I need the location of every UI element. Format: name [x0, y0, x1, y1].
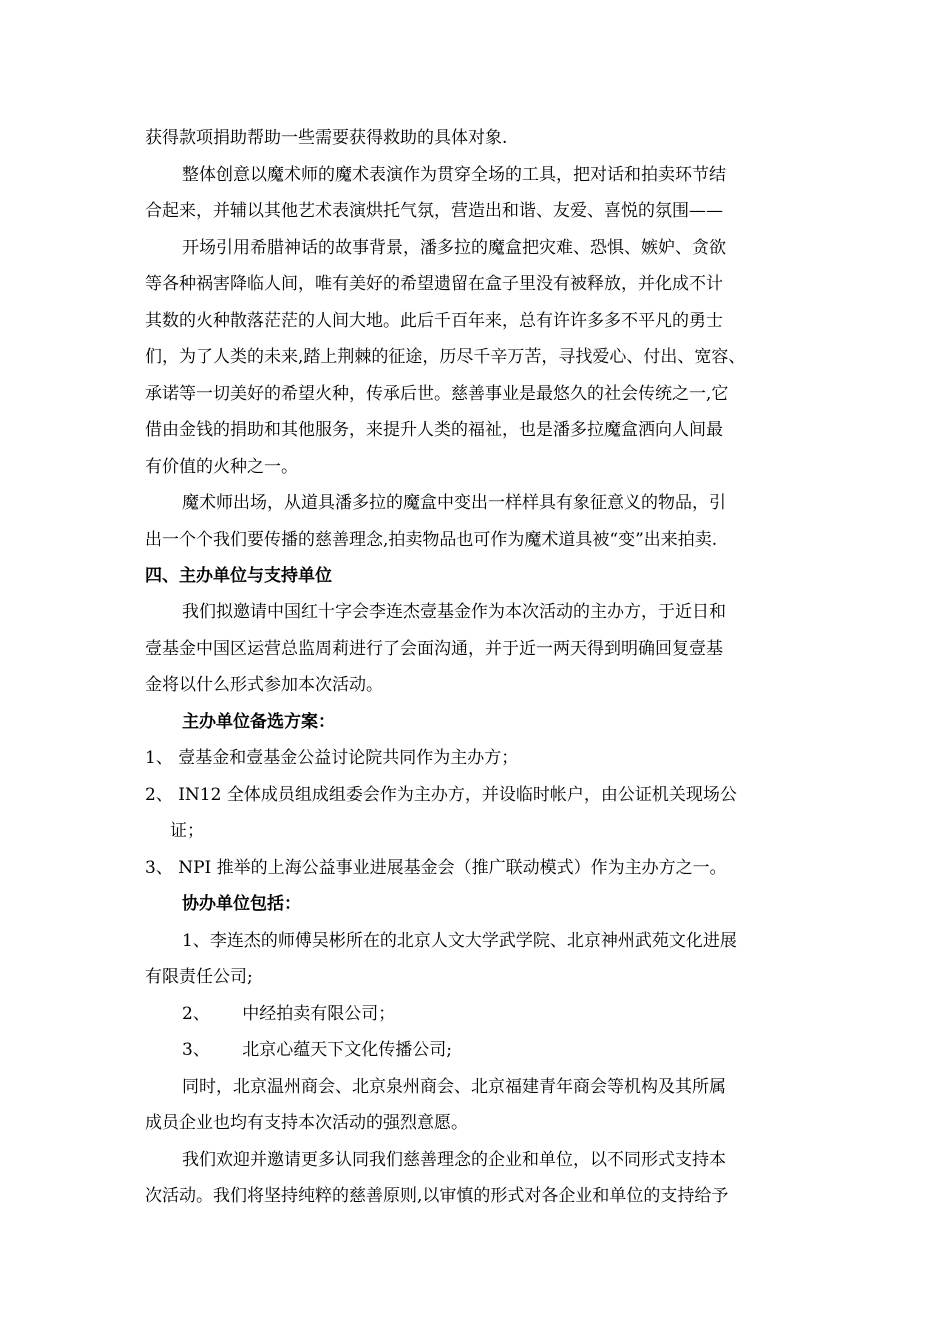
paragraph-line: 等各种祸害降临人间，唯有美好的希望遗留在盒子里没有被释放，并化成不计	[145, 274, 723, 294]
paragraph-line: 魔术师出场，从道具潘多拉的魔盒中变出一样样具有象征意义的物品，引	[182, 493, 726, 513]
paragraph-line: 承诺等一切美好的希望火种，传承后世。慈善事业是最悠久的社会传统之一,它	[145, 384, 729, 404]
paragraph-line: 同时，北京温州商会、北京泉州商会、北京福建青年商会等机构及其所属	[182, 1077, 726, 1097]
paragraph-line: 借由金钱的捐助和其他服务，来提升人类的福祉，也是潘多拉魔盒洒向人间最	[145, 420, 723, 440]
paragraph-line: 开场引用希腊神话的故事背景，潘多拉的魔盒把灾难、恐惧、嫉妒、贪欲	[182, 238, 726, 258]
paragraph-line: 成员企业也均有支持本次活动的强烈意愿。	[145, 1113, 468, 1133]
subheading: 协办单位包括：	[182, 894, 301, 914]
list-item: 2、 IN12 全体成员组成组委会作为主办方，并设临时帐户，由公证机关现场公	[145, 785, 737, 805]
section-heading: 四、主办单位与支持单位	[145, 566, 332, 586]
list-item: 3、 北京心蕴天下文化传播公司;	[182, 1040, 452, 1060]
paragraph-line: 壹基金中国区运营总监周莉进行了会面沟通，并于近一两天得到明确回复壹基	[145, 639, 723, 659]
paragraph-line: 我们拟邀请中国红十字会李连杰壹基金作为本次活动的主办方，于近日和	[182, 602, 726, 622]
list-item-continuation: 证；	[170, 821, 204, 841]
paragraph-line: 有价值的火种之一。	[145, 457, 298, 477]
paragraph-line: 整体创意以魔术师的魔术表演作为贯穿全场的工具，把对话和拍卖环节结	[182, 165, 726, 185]
subheading: 主办单位备选方案：	[182, 712, 335, 732]
paragraph-line: 获得款项捐助帮助一些需要获得救助的具体对象.	[145, 128, 508, 148]
list-item-continuation: 有限责任公司;	[145, 967, 253, 987]
paragraph-line: 金将以什么形式参加本次活动。	[145, 675, 383, 695]
paragraph-line: 合起来，并辅以其他艺术表演烘托气氛，营造出和谐、友爱、喜悦的氛围——	[145, 201, 723, 221]
list-item: 1、李连杰的师傅吴彬所在的北京人文大学武学院、北京神州武苑文化进展	[182, 931, 737, 951]
paragraph-line: 次活动。我们将坚持纯粹的慈善原则,以审慎的形式对各企业和单位的支持给予	[145, 1186, 729, 1206]
paragraph-line: 我们欢迎并邀请更多认同我们慈善理念的企业和单位，以不同形式支持本	[182, 1150, 726, 1170]
list-item: 2、 中经拍卖有限公司；	[182, 1004, 396, 1024]
paragraph-line: 出一个个我们要传播的慈善理念,拍卖物品也可作为魔术道具被“变”出来拍卖.	[145, 530, 718, 550]
paragraph-line: 们，为了人类的未来,踏上荆棘的征途，历尽千辛万苦，寻找爱心、付出、宽容、	[145, 347, 746, 367]
list-item: 1、 壹基金和壹基金公益讨论院共同作为主办方；	[145, 748, 519, 768]
paragraph-line: 其数的火种散落茫茫的人间大地。此后千百年来，总有许许多多不平凡的勇士	[145, 311, 723, 331]
list-item: 3、 NPI 推举的上海公益事业进展基金会（推广联动模式）作为主办方之一。	[145, 858, 727, 878]
